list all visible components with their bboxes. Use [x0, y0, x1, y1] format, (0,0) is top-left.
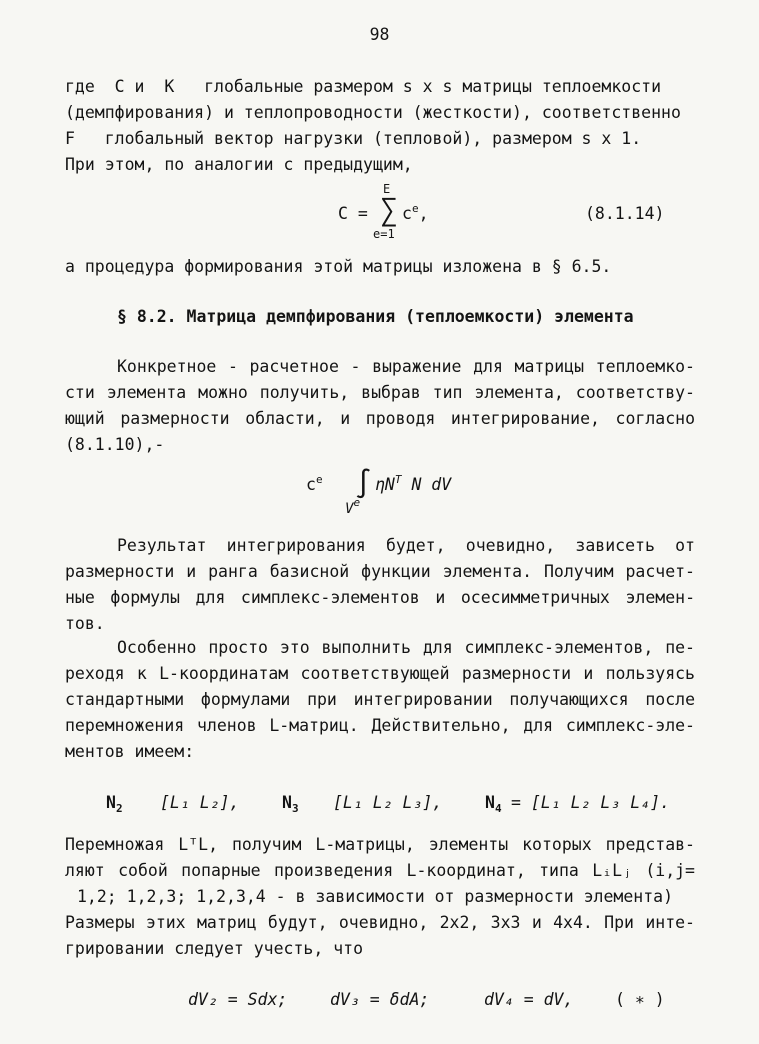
n4-symbol: $N_4$ [485, 793, 502, 815]
text-line: Перемножая LᵀL, получим L-матрицы, элементы которых представ- [65, 835, 695, 854]
text-line: F глобальный вектор нагрузки (тепловой), размером s x 1. [65, 129, 642, 148]
formula-lhs: C = [338, 204, 368, 223]
after-formula-text [65, 254, 695, 280]
formula-lhs: $c^e$ [306, 473, 323, 494]
n3-rhs: [L₁ L₂ L₃], [333, 793, 443, 812]
sum-term: $c^e$, [402, 202, 429, 223]
section-heading: § 8.2. Матрица демпфирования (теплоемкости) элемента [117, 307, 634, 326]
n2-rhs: [L₁ L₂], [160, 793, 240, 812]
text-line: грировании следует учесть, что [65, 939, 364, 958]
text-line: (8.1.10),- [65, 435, 165, 454]
integrand: $\eta N^T$ N dV [375, 473, 452, 494]
text-line: где C и K глобальные размером s x s матрицы теплоемкости [65, 77, 662, 96]
page-number: 98 [369, 25, 390, 44]
text-line: тов. [65, 614, 105, 633]
paragraph-1 [65, 354, 695, 458]
text-line: При этом, по аналогии с предыдущим, [65, 155, 413, 174]
paragraph-3 [65, 635, 695, 765]
equation-mark: ( ∗ ) [615, 990, 665, 1009]
dv3-expression: dV₃ = δdA; [330, 990, 430, 1009]
dv4-expression: dV₄ = dV, [484, 990, 574, 1009]
text-line: ющий размерности области, и проводя интегрирование, согласно [65, 409, 695, 428]
n2-symbol: $N_2$ [106, 793, 123, 815]
integral-symbol: ∫ [355, 467, 372, 500]
text-line: Конкретное - расчетное - выражение для матрицы теплоемко- [117, 357, 695, 376]
text-line: ментов имеем: [65, 742, 195, 761]
text-line: размерности и ранга базисной функции элемента. Получим расчет- [65, 562, 695, 581]
n4-rhs: = [L₁ L₂ L₃ L₄]. [511, 793, 670, 812]
text-line: Особенно просто это выполнить для симплекс-элементов, пе- [117, 638, 695, 657]
text-line: реходя к L-координатам соответствующей размерности и пользуясь [65, 664, 695, 683]
text-line: 1,2; 1,2,3; 1,2,3,4 - в зависимости от размерности элемента) [77, 887, 674, 906]
sum-lower-limit: e=1 [373, 227, 395, 241]
paragraph-2 [65, 533, 695, 637]
sum-symbol: ∑ [380, 193, 399, 228]
text-line: ные формулы для симплекс-элементов и осесимметричных элемен- [65, 588, 695, 607]
section-heading-block [117, 304, 697, 330]
intro-paragraph [65, 74, 695, 178]
text-line: Размеры этих матриц будут, очевидно, 2x2, 3x3 и 4x4. При инте- [65, 913, 695, 932]
text-line: а процедура формирования этой матрицы изложена в § 6.5. [65, 257, 612, 276]
text-line: сти элемента можно получить, выбрав тип элемента, соответству- [65, 383, 695, 402]
text-line: перемножения членов L-матриц. Действительно, для симплекс-эле- [65, 716, 695, 735]
integration-domain: Ve [345, 496, 361, 517]
paragraph-4 [65, 832, 695, 962]
n3-symbol: $N_3$ [282, 793, 299, 815]
text-line: (демпфирования) и теплопроводности (жесткости), соответственно [65, 103, 681, 122]
equation-label: (8.1.14) [585, 204, 665, 223]
text-line: стандартными формулами при интегрировании получающихся после [65, 690, 695, 709]
dv2-expression: dV₂ = Sdx; [188, 990, 288, 1009]
sum-upper-limit: E [383, 182, 391, 196]
text-line: Результат интегрирования будет, очевидно, зависеть от [117, 536, 695, 555]
text-line: ляют собой попарные произведения L-координат, типа LᵢLⱼ (i,j= [65, 861, 695, 880]
